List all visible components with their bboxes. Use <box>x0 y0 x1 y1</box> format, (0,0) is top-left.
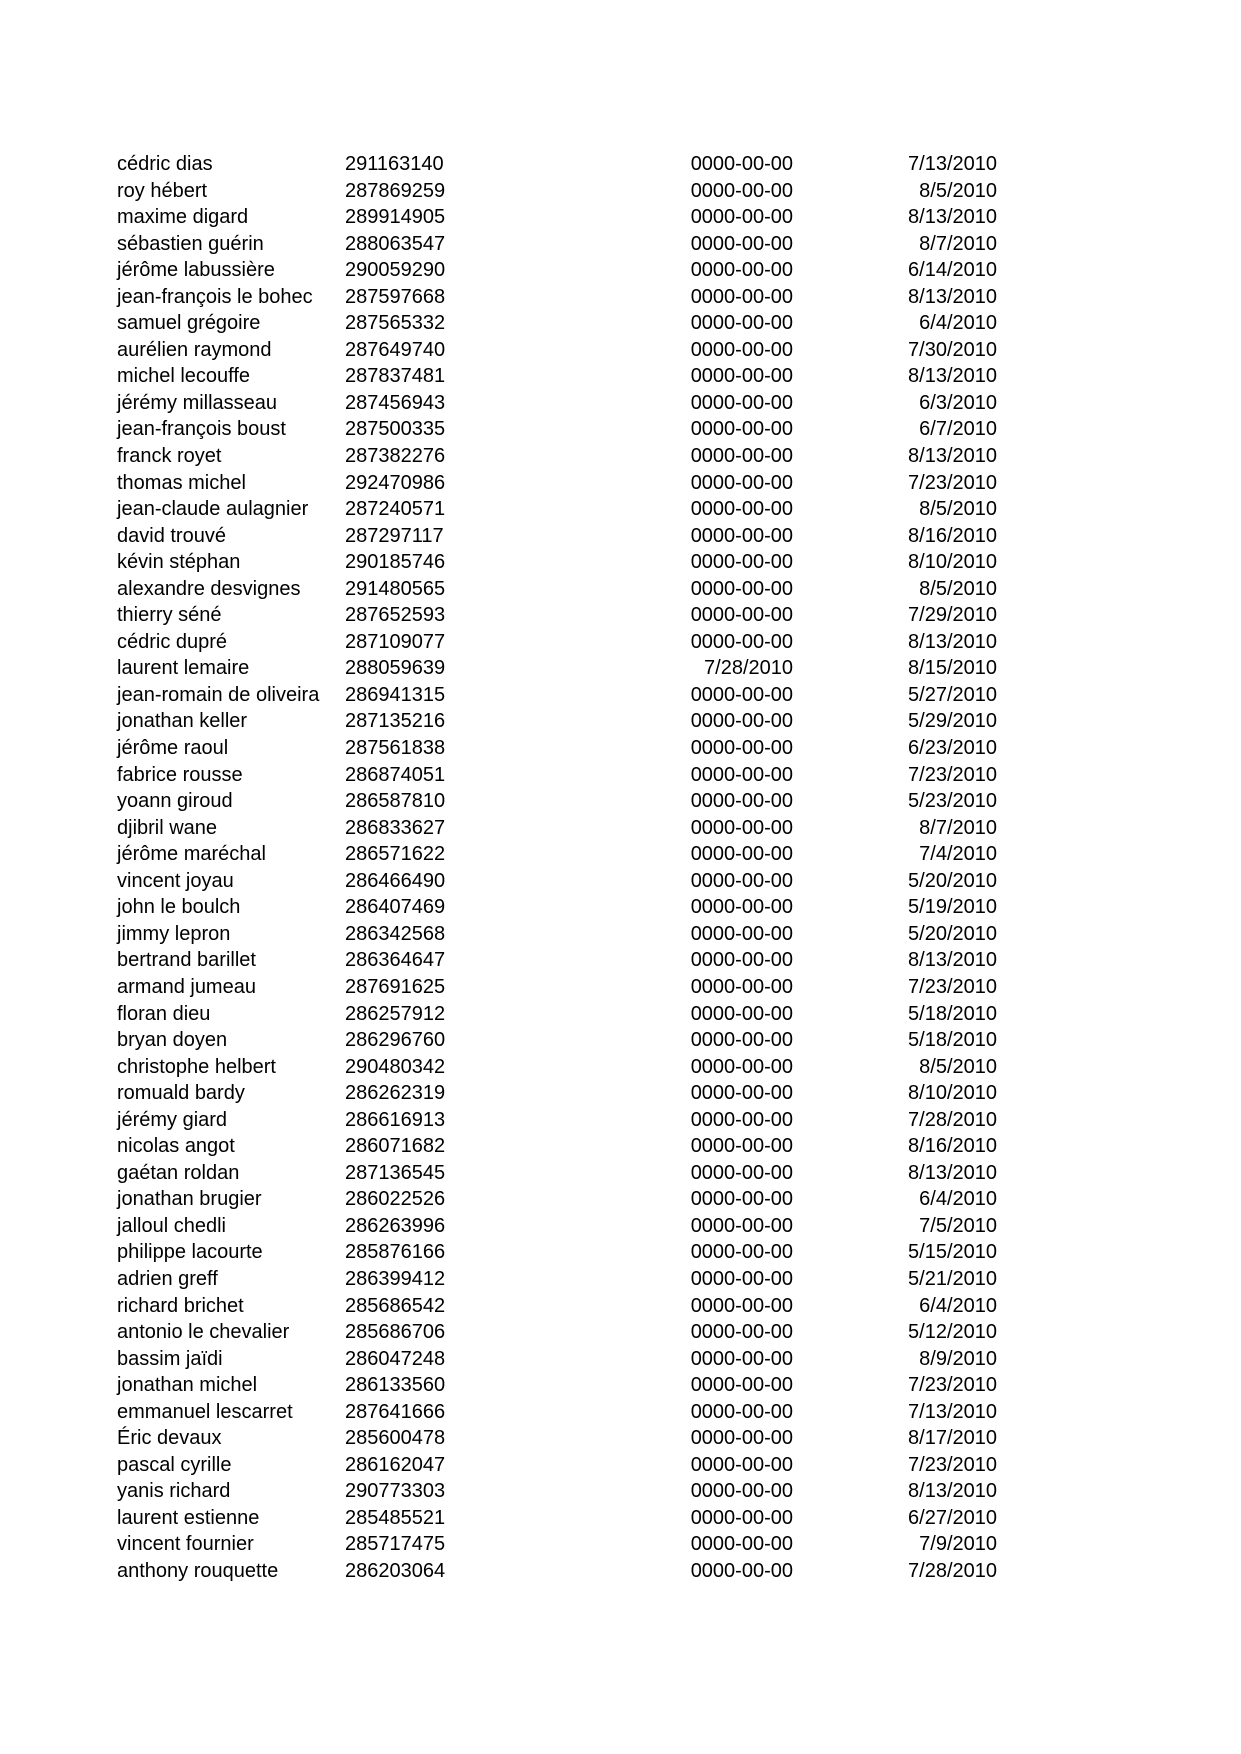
name-cell: yanis richard <box>117 1480 231 1503</box>
middle-date-cell: 0000-00-00 <box>690 577 793 600</box>
date-cell: 8/5/2010 <box>919 498 997 521</box>
middle-date-cell: 0000-00-00 <box>690 737 793 760</box>
date-cell: 6/4/2010 <box>919 1188 997 1211</box>
table-row <box>117 1319 997 1346</box>
id-number-cell: 287297117 <box>345 524 444 547</box>
date-cell: 7/23/2010 <box>908 1374 997 1397</box>
table-row <box>117 655 997 682</box>
date-cell: 5/19/2010 <box>908 896 997 919</box>
table-row <box>117 1531 997 1558</box>
name-cell: djibril wane <box>117 816 218 839</box>
middle-date-cell: 0000-00-00 <box>690 896 793 919</box>
name-cell: armand jumeau <box>117 975 256 998</box>
middle-date-cell: 0000-00-00 <box>690 922 793 945</box>
id-number-cell: 286571622 <box>345 843 446 866</box>
table-row <box>117 1558 997 1585</box>
table-row <box>117 178 997 205</box>
date-cell: 8/5/2010 <box>919 179 997 202</box>
middle-date-cell: 0000-00-00 <box>690 1241 793 1264</box>
name-cell: cédric dupré <box>117 630 228 653</box>
name-cell: jimmy lepron <box>117 922 231 945</box>
id-number-cell: 287869259 <box>345 179 446 202</box>
middle-date-cell: 0000-00-00 <box>690 391 793 414</box>
id-number-cell: 286022526 <box>345 1188 446 1211</box>
date-cell: 8/10/2010 <box>908 1082 997 1105</box>
name-cell: jean-romain de oliveira <box>117 683 320 706</box>
id-number-cell: 287641666 <box>345 1400 446 1423</box>
id-number-cell: 290059290 <box>345 259 446 282</box>
id-number-cell: 287649740 <box>345 338 446 361</box>
middle-date-cell: 0000-00-00 <box>690 975 793 998</box>
name-cell: franck royet <box>117 445 222 468</box>
date-cell: 7/23/2010 <box>908 763 997 786</box>
name-cell: david trouvé <box>117 524 226 547</box>
middle-date-cell: 0000-00-00 <box>690 1453 793 1476</box>
middle-date-cell: 0000-00-00 <box>690 683 793 706</box>
id-number-cell: 285686706 <box>345 1321 446 1344</box>
date-cell: 7/28/2010 <box>908 1108 997 1131</box>
middle-date-cell: 0000-00-00 <box>690 418 793 441</box>
name-cell: maxime digard <box>117 206 249 229</box>
table-row <box>117 1293 997 1320</box>
table-row <box>117 284 997 311</box>
name-cell: sébastien guérin <box>117 232 264 255</box>
table-row <box>117 1027 997 1054</box>
date-cell: 8/13/2010 <box>908 630 997 653</box>
name-cell: vincent fournier <box>117 1533 254 1556</box>
id-number-cell: 292470986 <box>345 471 446 494</box>
table-row <box>117 1133 997 1160</box>
middle-date-cell: 0000-00-00 <box>690 869 793 892</box>
table-row <box>117 1186 997 1213</box>
date-cell: 8/16/2010 <box>908 1135 997 1158</box>
date-cell: 8/13/2010 <box>908 445 997 468</box>
name-cell: cédric dias <box>117 153 213 175</box>
id-number-cell: 286342568 <box>345 922 446 945</box>
id-number-cell: 286133560 <box>345 1374 446 1397</box>
table-row <box>117 443 997 470</box>
date-cell: 5/15/2010 <box>908 1241 997 1264</box>
name-cell: richard brichet <box>117 1294 244 1317</box>
name-cell: jalloul chedli <box>117 1214 226 1237</box>
name-cell: philippe lacourte <box>117 1241 263 1264</box>
date-cell: 7/5/2010 <box>919 1214 997 1237</box>
id-number-cell: 286296760 <box>345 1029 446 1052</box>
table-row <box>117 1478 997 1505</box>
id-number-cell: 286833627 <box>345 816 446 839</box>
date-cell: 6/23/2010 <box>908 737 997 760</box>
middle-date-cell: 0000-00-00 <box>690 816 793 839</box>
table-row <box>117 1001 997 1028</box>
name-cell: alexandre desvignes <box>117 577 301 600</box>
table-row <box>117 947 997 974</box>
table-row <box>117 921 997 948</box>
table-row <box>117 1266 997 1293</box>
id-number-cell: 287561838 <box>345 737 446 760</box>
id-number-cell: 287837481 <box>345 365 446 388</box>
id-number-cell: 286047248 <box>345 1347 446 1370</box>
middle-date-cell: 0000-00-00 <box>690 790 793 813</box>
id-number-cell: 285876166 <box>345 1241 446 1264</box>
id-number-cell: 286466490 <box>345 869 446 892</box>
date-cell: 5/18/2010 <box>908 1002 997 1025</box>
table-row <box>117 1080 997 1107</box>
middle-date-cell: 0000-00-00 <box>690 949 793 972</box>
table-row <box>117 868 997 895</box>
id-number-cell: 290480342 <box>345 1055 446 1078</box>
id-number-cell: 287456943 <box>345 391 446 414</box>
name-cell: laurent lemaire <box>117 657 250 680</box>
id-number-cell: 289914905 <box>345 206 446 229</box>
id-number-cell: 286616913 <box>345 1108 446 1131</box>
middle-date-cell: 0000-00-00 <box>690 285 793 308</box>
id-number-cell: 287500335 <box>345 418 446 441</box>
middle-date-cell: 0000-00-00 <box>690 153 793 175</box>
middle-date-cell: 0000-00-00 <box>690 1002 793 1025</box>
name-cell: jonathan brugier <box>117 1188 262 1211</box>
table-row <box>117 815 997 842</box>
date-cell: 7/13/2010 <box>908 153 997 175</box>
middle-date-cell: 0000-00-00 <box>690 179 793 202</box>
date-cell: 7/28/2010 <box>908 1559 997 1582</box>
middle-date-cell: 0000-00-00 <box>690 630 793 653</box>
table-row <box>117 204 997 231</box>
table-row <box>117 762 997 789</box>
middle-date-cell: 0000-00-00 <box>690 1533 793 1556</box>
name-cell: Éric devaux <box>117 1427 222 1450</box>
table-row <box>117 1160 997 1187</box>
middle-date-cell: 0000-00-00 <box>690 604 793 627</box>
id-number-cell: 290773303 <box>345 1480 446 1503</box>
name-cell: jérôme raoul <box>117 737 229 760</box>
name-cell: gaétan roldan <box>117 1161 240 1184</box>
id-number-cell: 285600478 <box>345 1427 446 1450</box>
date-cell: 8/13/2010 <box>908 949 997 972</box>
middle-date-cell: 0000-00-00 <box>690 259 793 282</box>
table-row <box>117 310 997 337</box>
date-cell: 8/13/2010 <box>908 365 997 388</box>
name-cell: jean-claude aulagnier <box>117 498 309 521</box>
date-cell: 7/29/2010 <box>908 604 997 627</box>
date-cell: 8/10/2010 <box>908 551 997 574</box>
name-cell: nicolas angot <box>117 1135 235 1158</box>
date-cell: 8/5/2010 <box>919 1055 997 1078</box>
middle-date-cell: 0000-00-00 <box>690 312 793 335</box>
name-cell: aurélien raymond <box>117 338 272 361</box>
date-cell: 6/7/2010 <box>919 418 997 441</box>
date-cell: 5/21/2010 <box>908 1267 997 1290</box>
id-number-cell: 286941315 <box>345 683 446 706</box>
middle-date-cell: 0000-00-00 <box>690 1294 793 1317</box>
id-number-cell: 286257912 <box>345 1002 446 1025</box>
table-row <box>117 1505 997 1532</box>
name-cell: vincent joyau <box>117 869 234 892</box>
table-row <box>117 151 997 178</box>
middle-date-cell: 0000-00-00 <box>690 471 793 494</box>
date-cell: 7/30/2010 <box>908 338 997 361</box>
table-row <box>117 1452 997 1479</box>
id-number-cell: 287135216 <box>345 710 446 733</box>
id-number-cell: 287652593 <box>345 604 446 627</box>
id-number-cell: 286364647 <box>345 949 446 972</box>
name-cell: bryan doyen <box>117 1029 228 1052</box>
name-cell: jérémy millasseau <box>117 391 278 414</box>
table-row <box>117 523 997 550</box>
date-cell: 8/7/2010 <box>919 232 997 255</box>
table-row <box>117 629 997 656</box>
table-row <box>117 496 997 523</box>
table-row <box>117 1107 997 1134</box>
table-row <box>117 390 997 417</box>
id-number-cell: 287691625 <box>345 975 446 998</box>
date-cell: 5/23/2010 <box>908 790 997 813</box>
table-row <box>117 1213 997 1240</box>
name-cell: anthony rouquette <box>117 1559 279 1582</box>
name-cell: kévin stéphan <box>117 551 241 574</box>
id-number-cell: 287109077 <box>345 630 446 653</box>
table-row <box>117 470 997 497</box>
date-cell: 5/12/2010 <box>908 1321 997 1344</box>
date-cell: 8/13/2010 <box>908 1480 997 1503</box>
middle-date-cell: 0000-00-00 <box>690 1029 793 1052</box>
table-row <box>117 416 997 443</box>
id-number-cell: 286399412 <box>345 1267 446 1290</box>
date-cell: 8/7/2010 <box>919 816 997 839</box>
id-number-cell: 285717475 <box>345 1533 446 1556</box>
middle-date-cell: 0000-00-00 <box>690 1055 793 1078</box>
date-cell: 5/20/2010 <box>908 869 997 892</box>
name-cell: yoann giroud <box>117 790 233 813</box>
name-cell: bertrand barillet <box>117 949 256 972</box>
name-cell: thomas michel <box>117 471 246 494</box>
id-number-cell: 287382276 <box>345 445 446 468</box>
middle-date-cell: 0000-00-00 <box>690 1559 793 1582</box>
middle-date-cell: 0000-00-00 <box>690 710 793 733</box>
middle-date-cell: 0000-00-00 <box>690 206 793 229</box>
middle-date-cell: 0000-00-00 <box>690 1267 793 1290</box>
id-number-cell: 285686542 <box>345 1294 446 1317</box>
name-cell: roy hébert <box>117 179 208 202</box>
middle-date-cell: 0000-00-00 <box>690 763 793 786</box>
date-cell: 7/9/2010 <box>919 1533 997 1556</box>
table-row <box>117 735 997 762</box>
name-cell: samuel grégoire <box>117 312 261 335</box>
name-cell: floran dieu <box>117 1002 211 1025</box>
date-cell: 7/4/2010 <box>919 843 997 866</box>
middle-date-cell: 0000-00-00 <box>690 1214 793 1237</box>
table-row <box>117 841 997 868</box>
name-cell: michel lecouffe <box>117 365 251 388</box>
id-number-cell: 287240571 <box>345 498 446 521</box>
middle-date-cell: 0000-00-00 <box>690 551 793 574</box>
name-cell: laurent estienne <box>117 1506 260 1529</box>
name-cell: fabrice rousse <box>117 763 243 786</box>
date-cell: 8/13/2010 <box>908 206 997 229</box>
date-cell: 7/23/2010 <box>908 471 997 494</box>
middle-date-cell: 0000-00-00 <box>690 338 793 361</box>
table-row <box>117 1399 997 1426</box>
table-row <box>117 1372 997 1399</box>
date-cell: 7/23/2010 <box>908 975 997 998</box>
table-row <box>117 257 997 284</box>
id-number-cell: 286874051 <box>345 763 446 786</box>
name-cell: christophe helbert <box>117 1055 276 1078</box>
date-cell: 8/5/2010 <box>919 577 997 600</box>
middle-date-cell: 0000-00-00 <box>690 1427 793 1450</box>
table-row <box>117 363 997 390</box>
table-row <box>117 894 997 921</box>
middle-date-cell: 0000-00-00 <box>690 1400 793 1423</box>
id-number-cell: 286262319 <box>345 1082 446 1105</box>
middle-date-cell: 0000-00-00 <box>690 1135 793 1158</box>
id-number-cell: 290185746 <box>345 551 446 574</box>
id-number-cell: 286071682 <box>345 1135 446 1158</box>
table-row <box>117 1054 997 1081</box>
name-cell: emmanuel lescarret <box>117 1400 293 1423</box>
middle-date-cell: 0000-00-00 <box>690 365 793 388</box>
name-cell: bassim jaïdi <box>117 1347 223 1370</box>
id-number-cell: 287136545 <box>345 1161 446 1184</box>
date-cell: 8/16/2010 <box>908 524 997 547</box>
date-cell: 6/14/2010 <box>908 259 997 282</box>
name-cell: john le boulch <box>117 896 241 919</box>
id-number-cell: 287597668 <box>345 285 446 308</box>
middle-date-cell: 0000-00-00 <box>690 1480 793 1503</box>
name-cell: antonio le chevalier <box>117 1321 290 1344</box>
id-number-cell: 286263996 <box>345 1214 446 1237</box>
name-cell: pascal cyrille <box>117 1453 232 1476</box>
middle-date-cell: 0000-00-00 <box>690 1374 793 1397</box>
date-cell: 5/18/2010 <box>908 1029 997 1052</box>
date-cell: 8/13/2010 <box>908 1161 997 1184</box>
date-cell: 8/15/2010 <box>908 657 997 680</box>
id-number-cell: 286162047 <box>345 1453 446 1476</box>
id-number-cell: 288063547 <box>345 232 446 255</box>
id-number-cell: 288059639 <box>345 657 446 680</box>
date-cell: 8/17/2010 <box>908 1427 997 1450</box>
id-number-cell: 286203064 <box>345 1559 446 1582</box>
middle-date-cell: 0000-00-00 <box>690 524 793 547</box>
records-table <box>117 151 997 1585</box>
id-number-cell: 285485521 <box>345 1506 446 1529</box>
name-cell: adrien greff <box>117 1267 218 1290</box>
table-row <box>117 708 997 735</box>
middle-date-cell: 0000-00-00 <box>690 445 793 468</box>
table-row <box>117 337 997 364</box>
table-row <box>117 602 997 629</box>
middle-date-cell: 0000-00-00 <box>690 1347 793 1370</box>
date-cell: 5/27/2010 <box>908 683 997 706</box>
table-row <box>117 1239 997 1266</box>
date-cell: 7/23/2010 <box>908 1453 997 1476</box>
table-row <box>117 549 997 576</box>
name-cell: jérôme labussière <box>117 259 275 282</box>
date-cell: 6/4/2010 <box>919 1294 997 1317</box>
id-number-cell: 286587810 <box>345 790 446 813</box>
name-cell: thierry séné <box>117 604 222 627</box>
table-row <box>117 788 997 815</box>
name-cell: jean-françois boust <box>117 418 286 441</box>
date-cell: 5/29/2010 <box>908 710 997 733</box>
name-cell: romuald bardy <box>117 1082 245 1105</box>
table-row <box>117 231 997 258</box>
middle-date-cell: 0000-00-00 <box>690 1161 793 1184</box>
table-row <box>117 682 997 709</box>
name-cell: jérémy giard <box>117 1108 228 1131</box>
table-row <box>117 974 997 1001</box>
middle-date-cell: 0000-00-00 <box>690 1108 793 1131</box>
date-cell: 6/27/2010 <box>908 1506 997 1529</box>
table-row <box>117 1346 997 1373</box>
name-cell: jean-françois le bohec <box>117 285 313 308</box>
name-cell: jonathan michel <box>117 1374 258 1397</box>
middle-date-cell: 0000-00-00 <box>690 1321 793 1344</box>
middle-date-cell: 0000-00-00 <box>690 498 793 521</box>
id-number-cell: 291480565 <box>345 577 446 600</box>
id-number-cell: 291163140 <box>345 153 444 175</box>
name-cell: jérôme maréchal <box>117 843 266 866</box>
date-cell: 6/3/2010 <box>919 391 997 414</box>
date-cell: 7/13/2010 <box>908 1400 997 1423</box>
date-cell: 8/9/2010 <box>919 1347 997 1370</box>
middle-date-cell: 7/28/2010 <box>704 657 793 680</box>
middle-date-cell: 0000-00-00 <box>690 232 793 255</box>
id-number-cell: 287565332 <box>345 312 446 335</box>
date-cell: 8/13/2010 <box>908 285 997 308</box>
middle-date-cell: 0000-00-00 <box>690 1506 793 1529</box>
date-cell: 6/4/2010 <box>919 312 997 335</box>
table-row <box>117 1425 997 1452</box>
middle-date-cell: 0000-00-00 <box>690 843 793 866</box>
middle-date-cell: 0000-00-00 <box>690 1082 793 1105</box>
middle-date-cell: 0000-00-00 <box>690 1188 793 1211</box>
date-cell: 5/20/2010 <box>908 922 997 945</box>
name-cell: jonathan keller <box>117 710 248 733</box>
id-number-cell: 286407469 <box>345 896 446 919</box>
table-row <box>117 576 997 603</box>
